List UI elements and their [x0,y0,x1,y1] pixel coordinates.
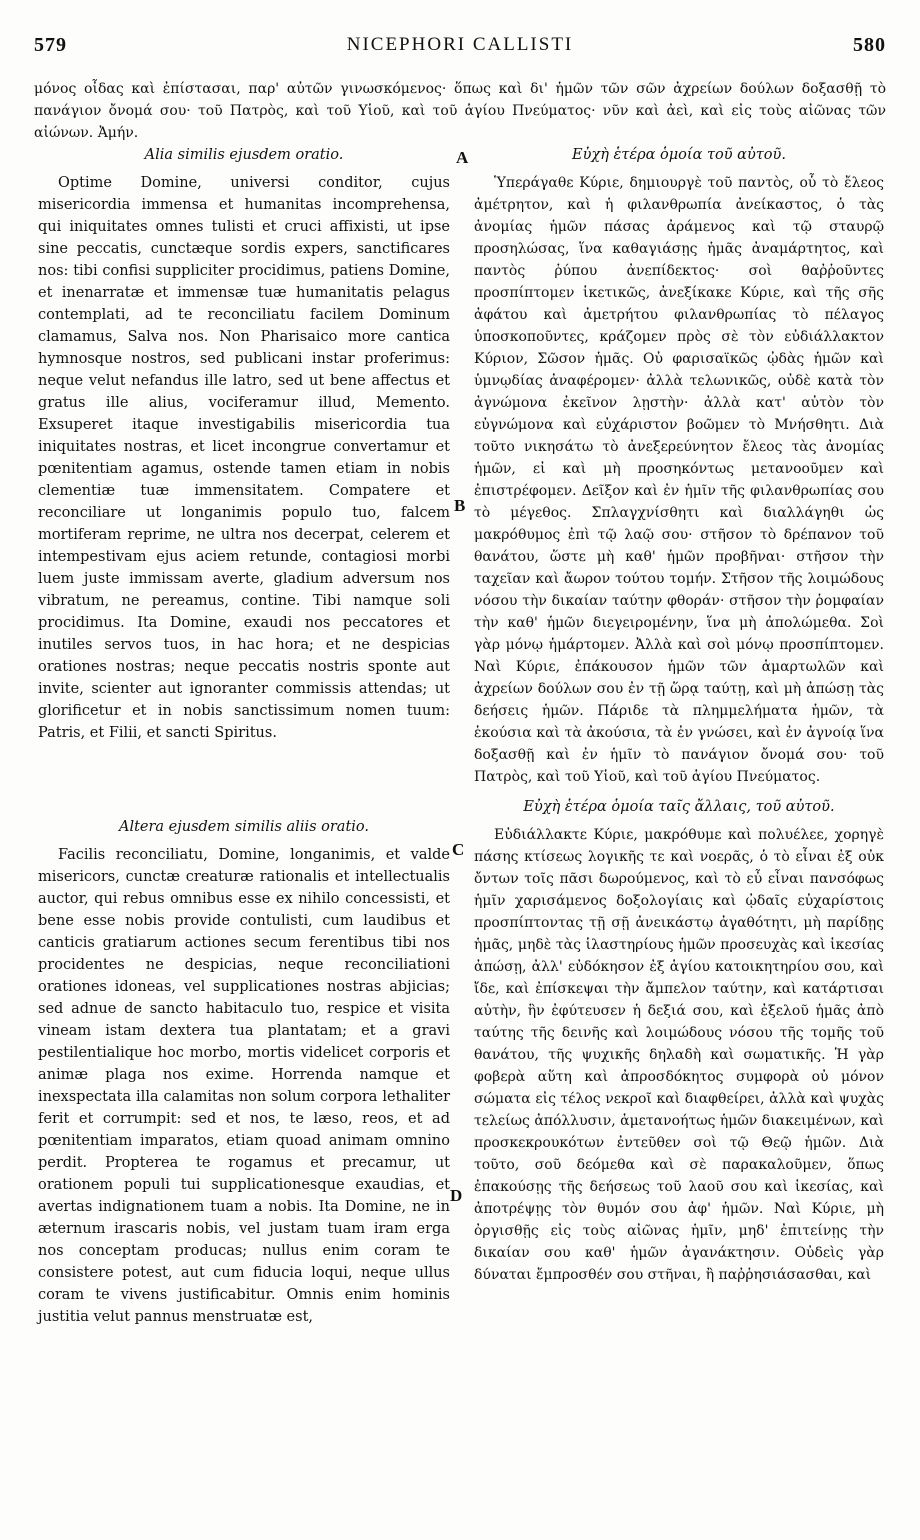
latin-paragraph-1: Optime Domine, universi conditor, cujus misericordia immensa et humanitas incomprehensa, qui iniquitates omnes tulisti et cruci affixisti, ut ipse sine peccatis, cunctæque sordis expers, sanctificares nos: tibi confisi suppliciter procidimus, patiens Domine, et inenarratæ et immensæ tuæ humanitatis pelagus contemplati, ad te reconciliatu facilem Dominum clamamus, Salva nos. Non Pharisaico more cantica hymnosque nostros, sed publicani instar proferimus: neque velut nefandus ille latro, sed ut bene affectus et gratus ille alius, vociferamur illud, Memento. Exsuperet itaque investigabilis misericordia tua iniquitates nostras, et licet incongrue convertamur et pœnitentiam agamus, ostende tamen etiam in nobis clementiæ tuæ immensitatem. Compatere et reconciliare ut longanimis populo tuo, falcem mortiferam reprime, ne ultra nos decerpat, celerem et intempestivam ejus aciem retunde, contagiosi morbi luem juste immissam averte, gladium adversum nos vibratum, ne pereamus, contine. Tibi namque soli procidimus. Ita Domine, exaudi nos peccatores et inutiles servos tuos, in hac hora; et ne despicias orationes nostras; neque peccatis nostris sponte aut invite, scienter aut ignoranter commissis attendas; ut glorificetur et in nobis sanctissimum nomen tuum: Patris, et Filii, et sancti Spiritus. [38,175,450,741]
greek-paragraph-2: Εὐδιάλλακτε Κύριε, μακρόθυμε καὶ πολυέλεε, χορηγὲ πάσης κτίσεως λογικῆς τε καὶ νοερᾶς, ὁ τὸ εἶναι ἐξ οὐκ ὄντων τοῖς πᾶσι δωρούμενος, καὶ τὸ εὖ εἶναι πανσόφως ἡμῖν χαρισάμενος δοξολογίαις καὶ ᾠδαῖς εὐχαρίστοις προσπίπτοντας τῇ σῇ ἀνεικάστῳ ἀγαθότητι, μὴ παρίδῃς ἡμᾶς, μηδὲ τὰς ἱλαστηρίους ἡμῶν προσευχὰς καὶ ἱκεσίας ἀπώσῃ, ἀλλ' εὐδόκησον ἐξ ἁγίου κατοικητηρίου σου, καὶ ἴδε, καὶ ἐπίσκεψαι τὴν ἄμπελον ταύτην, καὶ κατάρτισαι αὐτὴν, ἣν ἐφύτευσεν ἡ δεξιά σου, καὶ ἐξελοῦ ἡμᾶς ἀπὸ ταύτης τῆς δεινῆς καὶ λοιμώδους νόσου τῆς τομῆς τοῦ θανάτου, τῆς ψυχικῆς δηλαδὴ καὶ σωματικῆς. Ἡ γὰρ φοβερὰ αὕτη καὶ ἀπροσδόκητος συμφορὰ οὐ μόνον σώματα εἰς τέλος νεκροῖ καὶ διαφθείρει, ἀλλὰ καὶ ψυχὰς τελείως ἀπόλλυσιν, ἀμετανοήτως ἡμῶν διακειμένων, καὶ προσκεκρουκότων ἐντεῦθεν σοὶ τῷ Θεῷ ἡμῶν. Διὰ τοῦτο, σοῦ δεόμεθα καὶ σὲ παρακαλοῦμεν, ὅπως ἐπακούσῃς τῆς δεήσεως τοῦ λαοῦ σου καὶ ἱκεσίας, καὶ ἀποτρέψῃς τὸν θυμόν σου ἀφ' ἡμῶν. Ναὶ Κύριε, μὴ ὀργισθῇς εἰς τοὺς αἰῶνας ἡμῖν, μηδ' ἐπιτείνῃς τὴν δικαίαν σου καθ' ἡμῶν ἀγανάκτησιν. Οὐδεὶς γὰρ δύναται ἔμπροσθέν σου στῆναι, ἢ παῤῥησιάσασθαι, καὶ [474,827,885,1283]
latin-heading-1: Alia similis ejusdem oratio. [144,147,344,163]
margin-letter-d: D [450,1186,463,1205]
margin-letter-b: B [454,496,466,515]
latin-column [38,144,450,1328]
intro-greek-text: μόνος οἶδας καὶ ἐπίστασαι, παρ' αὐτῶν γινωσκόμενος· ὅπως καὶ δι' ἡμῶν τῶν σῶν ἀχρείων δούλων δοξασθῇ τὸ πανάγιον ὄνομά σου· τοῦ Πατρὸς, καὶ τοῦ Υἱοῦ, καὶ τοῦ ἁγίου Πνεύματος· νῦν καὶ ἀεὶ, καὶ εἰς τοὺς αἰῶνας τῶν αἰώνων. Ἀμήν. [34,81,886,141]
greek-heading-2: Εὐχὴ ἑτέρα ὁμοία ταῖς ἄλλαις, τοῦ αὐτοῦ. [523,799,835,815]
latin-paragraph-2: Facilis reconciliatu, Domine, longanimis, et valde misericors, cunctæ creaturæ rationalis et intellectualis auctor, qui rebus omnibus esse ex nihilo concessisti, et bene esse nobis provide contulisti, cum laudibus et canticis gratiarum actiones secum ferentibus tibi nos procidentes ne despicias, neque reconciliationi orationes idoneas, vel supplicationes nostras abjicias; sed adnue de sancto habitaculo tuo, respice et visita vineam istam dextera tua plantatam; et a gravi pestilentialique hoc morbo, mortis videlicet corporis et animæ plaga nos exime. Horrenda namque et inexspectata illa calamitas non solum corpora lethaliter ferit et corrumpit: sed et nos, te læso, reos, et ad pœnitentiam imparatos, etiam quoad animam omnino perdit. Propterea te rogamus et precamur, ut orationem populi tui supplicationesque exaudias, et avertas indignationem tuam a nobis. Ita Domine, ne in æternum irascaris nobis, vel justam tuam iram erga nos conceptam producas; nullus enim coram te consistere potest, aut cum fiducia loqui, neque ullus coram te vivens justificabitur. Omnis enim hominis justitia velut pannus menstruatæ est, [38,847,450,1325]
page-header [34,30,886,60]
latin-heading-2: Altera ejusdem similis aliis oratio. [118,819,370,835]
greek-paragraph-1: Ὑπεράγαθε Κύριε, δημιουργὲ τοῦ παντὸς, οὗ τὸ ἔλεος ἀμέτρητον, καὶ ἡ φιλανθρωπία ἀνείκαστος, ὁ τὰς ἀνομίας ἡμῶν πάσας ἀράμενος καὶ τῷ σταυρῷ προσηλώσας, ἵνα καθαγιάσῃς ἡμᾶς ἀναμάρτητος, καὶ παντὸς ῥύπου ἀνεπίδεκτος· σοὶ θαῤῥοῦντες προσπίπτομεν ἱκετικῶς, ἀνεξίκακε Κύριε, καὶ τῆς σῆς ἀφάτου καὶ ἀμετρήτου φιλανθρωπίας τὸ πέλαγος ὑποσκοποῦντες, κράζομεν πρὸς σὲ τὸν εὐδιάλλακτον Κύριον, Σῶσον ἡμᾶς. Οὐ φαρισαϊκῶς ᾠδὰς ἡμῶν καὶ ὑμνῳδίας ἀναφέρομεν· ἀλλὰ τελωνικῶς, οὐδὲ κατὰ τὸν ἀγνώμονα ἐκεῖνον λῃστὴν· ἀλλὰ κατ' αὐτὸν τὸν εὐγνώμονα καὶ εὐχάριστον βοῶμεν τὸ Μνήσθητι. Διὰ τοῦτο νικησάτω τὸ ἀνεξερεύνητον ἔλεος τὰς ἀνομίας ἡμῶν, εἰ καὶ μὴ προσηκόντως μετανοοῦμεν καὶ ἐπιστρέφομεν. Δεῖξον καὶ ἐν ἡμῖν τῆς φιλανθρωπίας σου τὸ μέγεθος. Σπλαγχνίσθητι καὶ διαλλάγηθι ὡς μακρόθυμος ἐπὶ τῷ λαῷ σου· στῆσον τὸ δρέπανον τοῦ θανάτου, ὥστε μὴ καθ' ἡμῶν προβῆναι· στῆσον τὴν ταχεῖαν καὶ ἄωρον τούτου τομήν. Στῆσον τῆς λοιμώδους νόσου τὴν δικαίαν ταύτην φθοράν· στῆσον τὴν ῥομφαίαν τὴν καθ' ἡμῶν διεγειρομένην, ἵνα μὴ ἀπολώμεθα. Σοὶ γὰρ μόνῳ ἡμάρτομεν. Ἀλλὰ καὶ σοὶ μόνῳ προσπίπτομεν. Ναὶ Κύριε, ἐπάκουσον ἡμῶν τῶν ἁμαρτωλῶν καὶ ἀχρείων δούλων σου ἐν τῇ ὥρᾳ ταύτῃ, καὶ μὴ ἀπώσῃ τὰς δεήσεις ἡμῶν. Πάριδε τὰ πλημμελήματα ἡμῶν, τὰ ἑκούσια καὶ τὰ ἀκούσια, τὰ ἐν γνώσει, καὶ ἐν ἀγνοίᾳ ἵνα δοξασθῇ καὶ ἐν ἡμῖν τὸ πανάγιον ὄνομά σου· τοῦ Πατρὸς, καὶ τοῦ Υἱοῦ, καὶ τοῦ ἁγίου Πνεύματος. [474,175,884,785]
left-page-number: 579 [34,33,67,56]
column-gap [38,744,450,816]
margin-letter-c: C [452,840,465,859]
margin-letter-a: A [456,148,469,167]
right-page-number: 580 [853,33,886,56]
greek-column [474,144,884,1286]
running-title: NICEPHORI CALLISTI [346,34,574,55]
greek-heading-1: Εὐχὴ ἑτέρα ὁμοία τοῦ αὐτοῦ. [572,147,786,163]
column-gap [474,788,884,796]
